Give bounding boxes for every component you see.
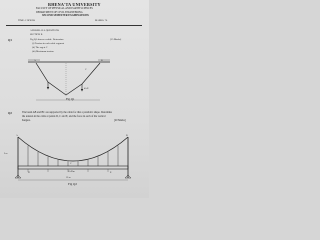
question-2-line-2: the tension in the cable at points D, C and E, and the force in each of the vertical [22, 115, 106, 118]
figure-q2-side-label: 3 m [4, 153, 8, 155]
figure-q2-load-label: 2 kN/m [68, 171, 75, 173]
department-name: DEPARTMENT OF CIVIL ENGINEERING [36, 11, 83, 14]
load-arrowhead-2 [47, 87, 49, 90]
exam-marks: MARKS: 70 [95, 19, 108, 22]
figure-q1-load-label: 4 kN [84, 88, 89, 90]
section-label: SECTION B [30, 33, 43, 36]
figure-q1-diagram [0, 0, 149, 198]
question-1-part-i: (i) Tension in each cable segment [32, 42, 64, 45]
question-2-line-1: The beam AB and BC are supported by the cable for that a parabolic shape. Determine [22, 111, 112, 114]
question-2-marks: [20 Marks] [114, 119, 126, 122]
figure-q1-label-c: C [85, 68, 87, 71]
exam-title: SECOND SEMESTER EXAMINATIONS [42, 14, 89, 17]
suspended-beam [18, 166, 128, 169]
vertical-hangers [28, 146, 118, 166]
figure-q1-label-a: A [34, 59, 36, 62]
question-1-text: Fig Q1 shows a cable. Determine: [30, 38, 65, 41]
figure-q1-label-b: B [101, 59, 103, 62]
load-arrowhead [81, 89, 83, 92]
exam-time: TIME: 2 HOURS [18, 19, 36, 22]
figure-q2-label-b: B [126, 134, 128, 137]
question-1-number: Q1 [8, 38, 12, 42]
question-2-line-3: hangers. [22, 119, 31, 122]
question-1-marks: [15 Marks] [110, 38, 122, 41]
instruction-line: ANSWER ALL QUESTIONS [30, 29, 59, 32]
figure-q2-label-a: A [16, 134, 18, 137]
figure-q2-label-e: E [110, 171, 112, 174]
cable-segments [36, 63, 100, 95]
faculty-name: FACULTY OF PHYSICAL AND EARTH SCIENCES [36, 7, 93, 10]
figure-q2-caption: Fig Q2 [68, 182, 77, 186]
university-name: RHENA'TA UNIVERSITY [48, 2, 101, 7]
figure-q2-label-d: D [28, 171, 30, 174]
figure-q1-caption: Fig Q1 [66, 97, 75, 101]
question-1-part-iii: (iii) Maximum tension [32, 50, 54, 53]
question-2-number: Q2 [8, 111, 12, 115]
question-1-part-ii: (ii) The sag at C [32, 46, 48, 49]
figure-q2-label-c: C [70, 162, 72, 165]
figure-q2-span-label: 12 m [66, 177, 71, 179]
exam-page [0, 0, 149, 198]
parabolic-cable [16, 134, 128, 161]
